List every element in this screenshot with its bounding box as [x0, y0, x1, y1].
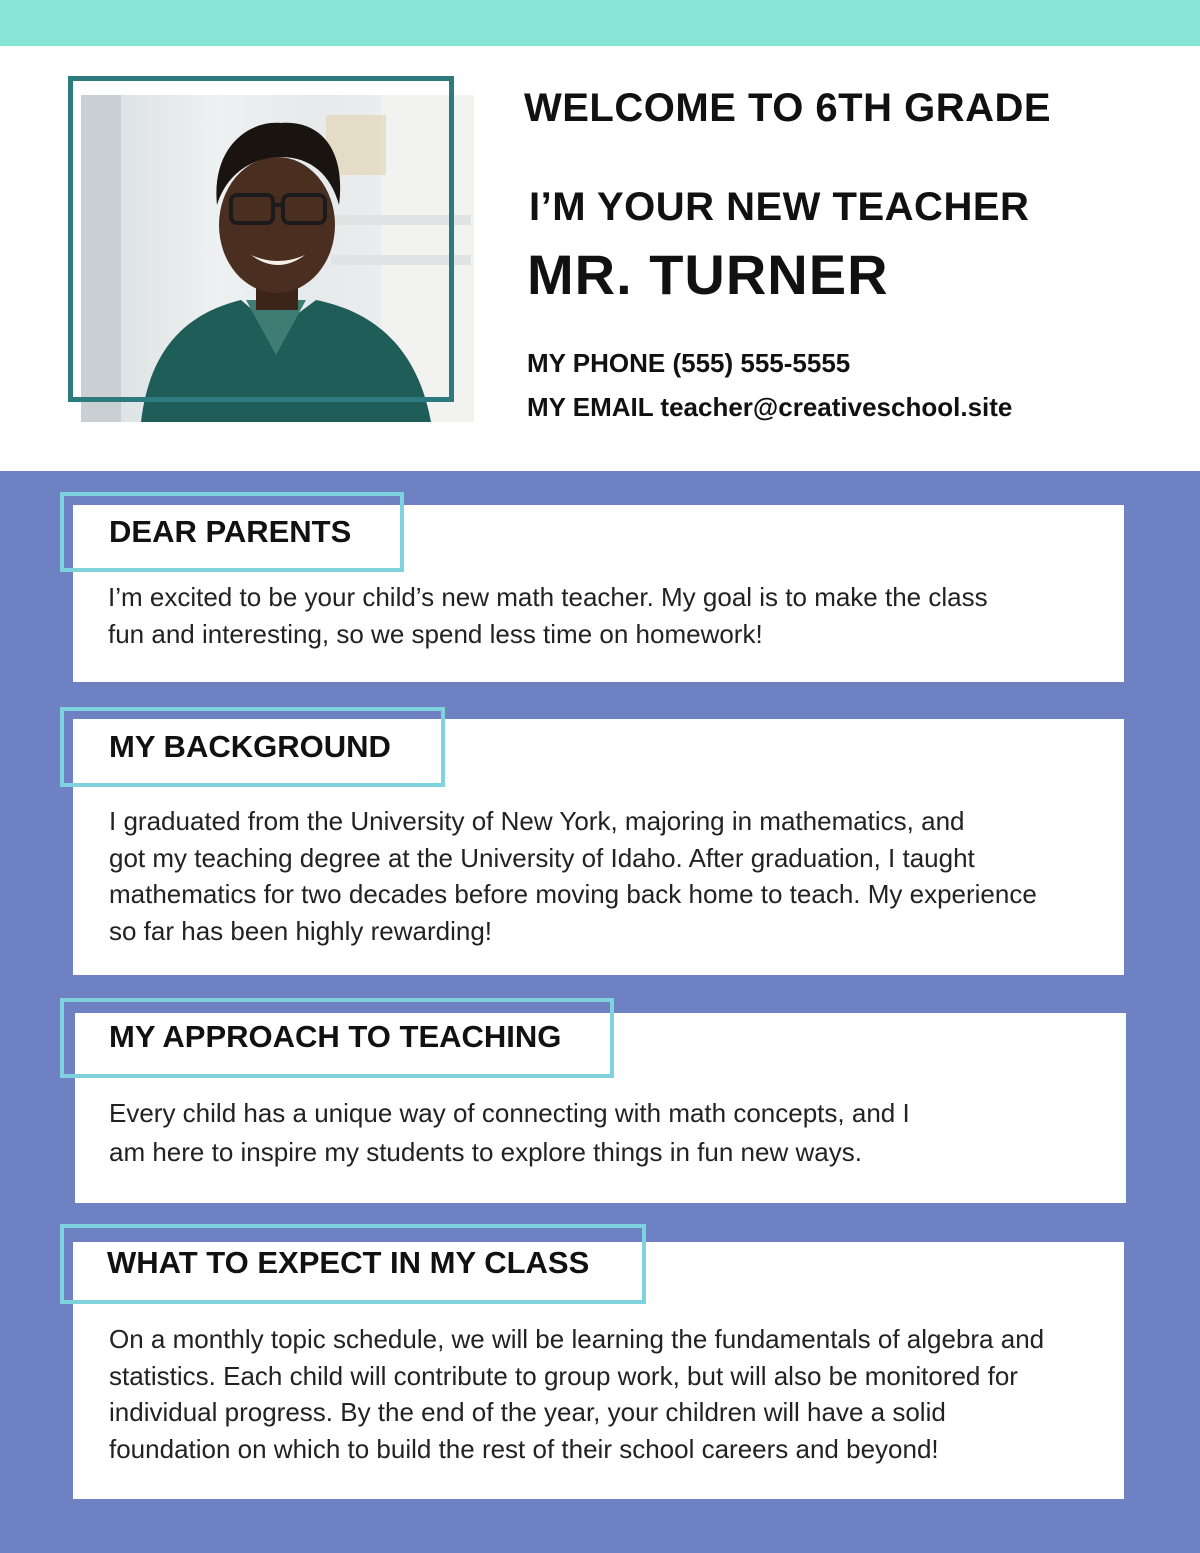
top-accent-bar: [0, 0, 1200, 46]
approach-title: MY APPROACH TO TEACHING: [109, 1019, 562, 1054]
phone-value: (555) 555-5555: [672, 348, 851, 378]
email-value: teacher@creativeschool.site: [660, 392, 1013, 422]
text-line: mathematics for two decades before moving back home to teach. My experience: [109, 879, 1037, 909]
text-line: On a monthly topic schedule, we will be learning the fundamentals of algebra and: [109, 1324, 1045, 1354]
approach-text: [109, 1094, 910, 1172]
intro-heading: I’M YOUR NEW TEACHER: [529, 185, 1030, 229]
text-line: got my teaching degree at the University of Idaho. After graduation, I taught: [109, 842, 975, 873]
text-line: individual progress. By the end of the year, your children will have a solid: [109, 1397, 946, 1427]
text-line: foundation on which to build the rest of their school careers and beyond!: [109, 1433, 939, 1464]
photo-frame: [68, 76, 454, 402]
teacher-name: MR. TURNER: [527, 243, 889, 306]
text-line: I graduated from the University of New York, majoring in mathematics, and: [109, 806, 965, 836]
expect-title: WHAT TO EXPECT IN MY CLASS: [107, 1245, 590, 1280]
text-line: am here to inspire my students to explore things in fun new ways.: [109, 1137, 862, 1167]
email-label: MY EMAIL: [527, 392, 654, 422]
text-line: I’m excited to be your child’s new math teacher. My goal is to make the class: [108, 582, 988, 612]
expect-text: [109, 1321, 1044, 1467]
text-line: Every child has a unique way of connecting with math concepts, and I: [109, 1098, 910, 1128]
text-line: so far has been highly rewarding!: [109, 915, 493, 946]
text-line: fun and interesting, so we spend less time on homework!: [108, 618, 763, 649]
background-text: [109, 803, 1037, 949]
phone-label: MY PHONE: [527, 348, 666, 378]
dear-parents-title: DEAR PARENTS: [109, 514, 352, 549]
welcome-heading: WELCOME TO 6TH GRADE: [524, 86, 1052, 130]
background-title: MY BACKGROUND: [109, 729, 391, 764]
email-line: [527, 392, 1012, 423]
dear-parents-text: [108, 579, 988, 652]
text-line: statistics. Each child will contribute to group work, but will also be monitored for: [109, 1360, 1018, 1391]
phone-line: [527, 348, 850, 379]
